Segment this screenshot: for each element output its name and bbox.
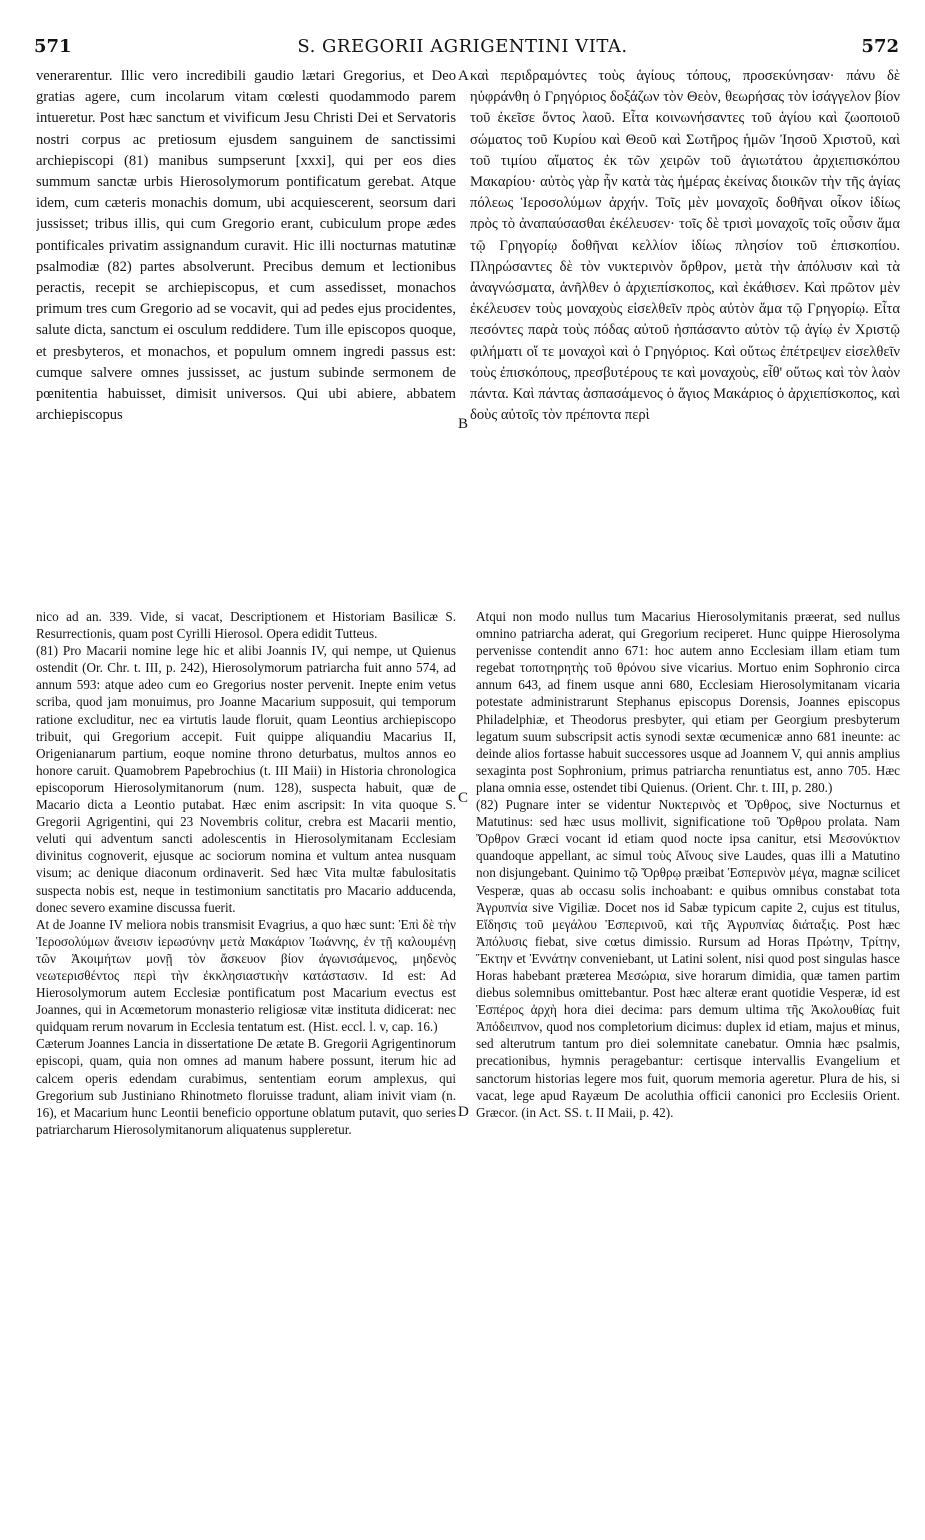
latin-text-column (36, 66, 456, 426)
latin-paragraph: venerarentur. Illic vero incredibili gaudio lætari Gregorius, et Deo gratias agere, cum incolarum vitam cœlesti quodammodo parem intueretur. Post hæc sanctum et vivificum Jesu Christi Dei et Servatoris nostri corpus ac pretiosum ejusdem sanguinem de sanctissimi archiepiscopi (81) manibus sumpserunt [xxxi], qui per eos dies summum sanctæ urbis Hierosolymorum pontificatum gerebat. Atque idem, cum cæteris monachis domum, ubi acquiescerent, seorsum dari jussisset; tribus illis, qui cum Gregorio erant, cubiculum prope ædes pontificales privatim assignandum curavit. Hic illi nocturnas matutinæ psalmodiæ (82) partes absolverunt. Precibus demum et lectionibus peractis, recepit se archiepiscopus, et cum assedisset, monachos primum tres cum Gregorio ad se vocavit, qui ad pedes ejus procidentes, salute dicta, sanctum ei osculum reddidere. Tum ille episcopos quoque, et presbyteros, et monachos, et populum omnem ingredi passus est: cumque salvere omnes jussisset, ac justum subinde sermonem de pœnitentia habuisset, dimisit universos. Qui ubi abiere, abbatem archiepiscopus (36, 68, 456, 424)
greek-text-column (470, 66, 900, 426)
margin-letter-a: A (458, 68, 469, 84)
footnotes-right-column (476, 608, 900, 1121)
page-header (0, 0, 925, 66)
footnote-paragraph: Cæterum Joannes Lancia in dissertatione De ætate B. Gregorii Agrigentinorum episcopi, quam, quia non omnes ad manum habere possunt, iterum hic ad calcem operis edendam curabimus, sententiam eorum amplexus, qui Gregorium sub Justiniano Rhinotmeto floruisse tradunt, aliam inivit viam (n. 16), et Macarium hunc Leontii beneficio opportune oblatum putavit, quo series patriarcharum Hierosolymitanorum aliquatenus suppleretur. (36, 1036, 456, 1137)
footnote-paragraph: At de Joanne IV meliora nobis transmisit Evagrius, a quo hæc sunt: Ἐπὶ δὲ τὴν Ἱεροσολύμων ἄνεισιν ἱερωσύνην μετὰ Μακάριον Ἰωάννης, ἐν τῇ καλουμένῃ τῶν Ἀκοιμήτων μονῇ τὸν ἄσκευον βίον ἀγωνισάμενος, μηδενὸς νεωτερισθέντος περὶ τὴν ἐκκλησιαστικὴν κατάστασιν. Id est: Ad Hierosolymorum autem Ecclesiæ pontificatum post Macarium evectus est Joannes, qui in Acœmetorum monasterio religiosæ vitæ instituta didicerat: nec quidquam rerum novarum in Ecclesia tentatum est. (Hist. eccl. l. v, cap. 16.) (36, 916, 456, 1035)
page-number-right: 572 (861, 36, 899, 57)
footnote-paragraph: (81) Pro Macarii nomine lege hic et alibi Joannis IV, qui nempe, ut Quienus ostendit (Or. Chr. t. III, p. 242), Hierosolymorum patriarcha fuit anno 574, ad annum 593: atque adeo cum eo Gregorius noster pervenit. Inepte enim vetus scriba, quod jam monuimus, pro Joanne Macarium supposuit, qui temporum ratione excluditur, nec ea virtutis laude floruit, quam Leontius archiepiscopo tribuit, qui Gregorium accepit. Fuit quippe aliquandiu Macarius II, Origenianarum partium, eoque nomine throno deturbatus, multos annos eo honore caruit. Quamobrem Papebrochius (t. III Maii) in Historia chronologica episcoporum Hierosolymitanorum (num. 128), suspecta habuit, quæ de Macario dicta a Leontio putabat. Hæc enim ascripsit: In vita quoque S. Gregorii Agrigentini, qui 23 Novembris colitur, crebra est Macarii mentio, veluti qui adventum sancti adolescentis in Hierosolymitanam Ecclesiam divinitus cognoverit, ejusque ac sociorum nomina et vultum antea nusquam visum; ac denique diaconum ordinaverit. Sed hæc Vita multæ fabulositatis suspecta nobis est, neque in testimonium sanctitatis pro Macario adducenda, donec severo examine discussa fuerit. (36, 643, 456, 915)
margin-letter-d: D (458, 1104, 469, 1120)
margin-letter-b: B (458, 416, 469, 432)
footnote-paragraph: (82) Pugnare inter se videntur Νυκτερινὸς et Ὄρθρος, sive Nocturnus et Matutinus: sed hæc usus mollivit, significatione τοῦ Ὄρθρου prolata. Nam Ὄρθρον Græci vocant id etiam quod nocte ipsa canitur, etsi Μεσονύκτιον quandoque appellant, ac simul τοὺς Αἴνους sive Laudes, quas illi a Matutino non disjungebant. Quinimo τῷ Ὄρθρῳ præibat Ἑσπερινὸν μέγα, magnæ scilicet Vesperæ, quas ab occasu solis inchoabant: e quibus omnibus constabat tota Ἀγρυπνία sive Vigiliæ. Docet nos id Sabæ typicum capite 2, cujus est titulus, Εἴδησις τοῦ μεγάλου Ἑσπερινοῦ, καὶ τῆς Ἀγρυπνίας διάταξις. Post hæc Ἀπόλυσις fiebat, sive cœtus dimissio. Rursum ad Horas Πρώτην, Τρίτην, Ἕκτην et Ἐννάτην conveniebant, ut Latini solent, nisi quod post singulas hasce Horas habebant præterea Μεσώρια, sive horarum dimidia, quæ tamen partim diebus solemnibus omittebantur. Post hæc alteræ erant quotidie Vesperæ, id est Ἑσπέρος ἀρχὴ hora diei decima: pars demum ultima τῆς Ἀκολουθίας fuit Ἀπόδειπνον, quod nos completorium dicimus: duplex id etiam, majus et minus, sed alterutrum tantum pro diei solemnitate canebatur. Omnia hæc psalmis, precationibus, hymnis peragebantur: certisque intervallis Evangelium et sanctorum historias legere mos fuit, quorum memoria ageretur. Plura de his, si vacat, lege apud Rayæum De acoluthia officii canonici pro Ecclesiis Orient. Græcor. (in Act. SS. t. II Maii, p. 42). (476, 797, 900, 1120)
footnote-paragraph: Atqui non modo nullus tum Macarius Hierosolymitanis præerat, sed nullus omnino patriarcha aderat, qui Gregorium reciperet. Hunc quippe Hierosolyma pervenisse contendit anno 671: hoc autem anno Ecclesiam illam etiam tum regebat τοποτηρητὴς τοῦ θρόνου sive vicarius. Mortuo enim Sophronio circa annum 643, ad finem usque anni 680, Ecclesiam Hierosolymitanam vicaria potestate administrarunt Stephanus episcopus Dorensis, Joannes episcopus Philadelphiæ, et Theodorus presbyter, qui etiam per Georgium presbyterum legatum suum subscripsit actis synodi sextæ œcumenicæ anno 681 ineunte: ac deinde alios fortasse habuit successores usque ad Joannem V, qui annis amplius sexaginta post Sophronium, primus patriarcha renuntiatus est, anno 705. Hæc plana omnia esse, ostendet tibi Quienus. (Orient. Chr. t. III, p. 280.) (476, 609, 900, 795)
margin-letter-c: C (458, 790, 469, 806)
page-number-left: 571 (34, 36, 72, 57)
footnote-paragraph: nico ad an. 339. Vide, si vacat, Descriptionem et Historiam Basilicæ S. Resurrectionis, quam post Cyrilli Hierosol. Opera edidit Tutteus. (36, 609, 456, 642)
greek-paragraph: καὶ περιδραμόντες τοὺς ἁγίους τόπους, προσεκύνησαν· πάνυ δὲ ηὐφράνθη ὁ Γρηγόριος δοξάζων τὸν Θεὸν, θεωρήσας τὸν ἰσάγγελον βίον τοῦ ἐκεῖσε ὄντος λαοῦ. Εἶτα κοινωνήσαντες τοῦ ἁγίου καὶ ζωοποιοῦ σώματος τοῦ Κυρίου καὶ Θεοῦ καὶ Σωτῆρος ἡμῶν Ἰησοῦ Χριστοῦ, καὶ τοῦ τιμίου αἵματος ἐκ τῶν χειρῶν τοῦ ἁγιωτάτου ἀρχιεπισκόπου Μακαρίου· αὐτὸς γὰρ ἦν κατὰ τὰς ἡμέρας ἐκείνας διοικῶν τὴν τῆς ἁγίας πόλεως Ἱεροσολύμων ἀρχήν. Τοῖς μὲν μοναχοῖς δοθῆναι οἶκον ἰδίως πρὸς τὸ ἀναπαύσασθαι ἐκέλευσεν· τοῖς δὲ τρισὶ μοναχοῖς τοῖς οὖσιν ἅμα τῷ Γρηγορίῳ δοθῆναι κελλίον ἰδίως πλησίον τοῦ ἐπισκοπίου. Πληρώσαντες δὲ τὸν νυκτερινὸν ὄρθρον, μετὰ τὴν ἀπόλυσιν καὶ τὰ ἀναγνώσματα, ἀνῆλθεν ὁ ἀρχιεπίσκοπος, καὶ ἐκάθισεν. Καὶ πρῶτον μὲν ἐκέλευσεν τοὺς μοναχοὺς εἰσελθεῖν πρὸς αὐτὸν ἅμα τῷ Γρηγορίῳ. Εἶτα πεσόντες παρὰ τοὺς πόδας αὐτοῦ ἠσπάσαντο αὐτὸν τῷ ἁγίῳ ἐν Χριστῷ φιλήματι οἵ τε μοναχοὶ καὶ ὁ Γρηγόριος. Καὶ οὕτως ἐπέτρεψεν εἰσελθεῖν τοὺς ἐπισκόπους, πρεσβυτέρους τε καὶ μοναχοὺς, εἶθ' οὕτως καὶ τὸν λαὸν πάντα. Καὶ πάντας ἀσπασάμενος ὁ ἅγιος Μακάριος ὁ ἀρχιεπίσκοπος, καὶ δοὺς αὐτοῖς τὸν πρέποντα περὶ (470, 68, 900, 424)
footnotes-left-column (36, 608, 456, 1138)
running-title: S. GREGORII AGRIGENTINI VITA. (297, 36, 628, 57)
